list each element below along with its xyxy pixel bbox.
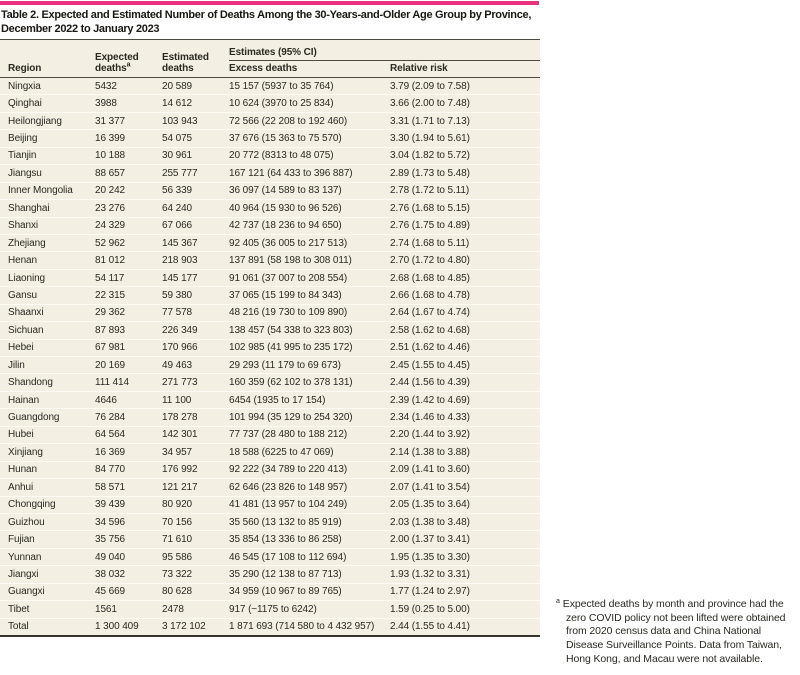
relative-risk-cell: 1.93 (1.32 to 3.31)	[390, 566, 540, 583]
table-row	[0, 426, 540, 443]
excess-deaths-cell: 41 481 (13 957 to 104 249)	[229, 496, 390, 513]
excess-deaths-cell: 167 121 (64 433 to 396 887)	[229, 165, 390, 182]
relative-risk-cell: 3.30 (1.94 to 5.61)	[390, 130, 540, 147]
table-row	[0, 182, 540, 199]
expected-deaths-cell: 16 369	[95, 444, 162, 461]
table-row	[0, 513, 540, 530]
excess-deaths-cell: 160 359 (62 102 to 378 131)	[229, 374, 390, 391]
region-cell: Sichuan	[0, 322, 95, 339]
table-row	[0, 339, 540, 356]
expected-deaths-cell: 49 040	[95, 548, 162, 565]
region-cell: Zhejiang	[0, 234, 95, 251]
region-cell: Guangxi	[0, 583, 95, 600]
region-cell: Shaanxi	[0, 304, 95, 321]
region-cell: Chongqing	[0, 496, 95, 513]
expected-deaths-cell: 81 012	[95, 252, 162, 269]
table-row	[0, 461, 540, 478]
estimated-deaths-cell: 3 172 102	[162, 618, 229, 636]
table-row	[0, 357, 540, 374]
region-cell: Xinjiang	[0, 444, 95, 461]
estimated-deaths-cell: 11 100	[162, 391, 229, 408]
region-cell: Shandong	[0, 374, 95, 391]
expected-deaths-cell: 23 276	[95, 200, 162, 217]
table-row	[0, 322, 540, 339]
estimated-deaths-cell: 176 992	[162, 461, 229, 478]
region-cell: Hubei	[0, 426, 95, 443]
estimated-deaths-cell: 145 177	[162, 269, 229, 286]
relative-risk-cell: 3.04 (1.82 to 5.72)	[390, 147, 540, 164]
estimated-deaths-cell: 71 610	[162, 531, 229, 548]
excess-deaths-cell: 101 994 (35 129 to 254 320)	[229, 409, 390, 426]
excess-deaths-cell: 42 737 (18 236 to 94 650)	[229, 217, 390, 234]
relative-risk-cell: 2.66 (1.68 to 4.78)	[390, 287, 540, 304]
excess-deaths-cell: 137 891 (58 198 to 308 011)	[229, 252, 390, 269]
column-header-estimated-deaths: Estimated deaths	[162, 40, 229, 78]
excess-deaths-cell: 37 676 (15 363 to 75 570)	[229, 130, 390, 147]
excess-deaths-cell: 15 157 (5937 to 35 764)	[229, 78, 390, 95]
excess-deaths-cell: 48 216 (19 730 to 109 890)	[229, 304, 390, 321]
region-cell: Fujian	[0, 531, 95, 548]
expected-deaths-cell: 24 329	[95, 217, 162, 234]
expected-deaths-cell: 58 571	[95, 479, 162, 496]
table-row	[0, 95, 540, 112]
relative-risk-cell: 2.78 (1.72 to 5.11)	[390, 182, 540, 199]
table-row	[0, 269, 540, 286]
spanner-row	[0, 40, 540, 61]
excess-deaths-cell: 37 065 (15 199 to 84 343)	[229, 287, 390, 304]
expected-deaths-cell: 31 377	[95, 112, 162, 129]
excess-deaths-cell: 29 293 (11 179 to 69 673)	[229, 357, 390, 374]
region-cell: Henan	[0, 252, 95, 269]
relative-risk-cell: 3.79 (2.09 to 7.58)	[390, 78, 540, 95]
region-cell: Total	[0, 618, 95, 636]
table-row	[0, 479, 540, 496]
expected-deaths-cell: 29 362	[95, 304, 162, 321]
estimated-deaths-cell: 80 628	[162, 583, 229, 600]
relative-risk-cell: 2.07 (1.41 to 3.54)	[390, 479, 540, 496]
table-title: Table 2. Expected and Estimated Number of Deaths Among the 30-Years-and-Older Age Group by Province, December 2022 to January 2023	[1, 9, 532, 35]
estimated-deaths-cell: 226 349	[162, 322, 229, 339]
table-row	[0, 444, 540, 461]
table-row	[0, 531, 540, 548]
estimated-deaths-cell: 142 301	[162, 426, 229, 443]
column-header-expected-deaths	[95, 40, 162, 78]
table-row	[0, 147, 540, 164]
table-row	[0, 165, 540, 182]
footnote-marker: a	[556, 597, 560, 605]
expected-deaths-cell: 54 117	[95, 269, 162, 286]
expected-deaths-cell: 39 439	[95, 496, 162, 513]
estimated-deaths-cell: 95 586	[162, 548, 229, 565]
estimated-deaths-cell: 64 240	[162, 200, 229, 217]
region-cell: Jiangsu	[0, 165, 95, 182]
region-cell: Qinghai	[0, 95, 95, 112]
region-cell: Ningxia	[0, 78, 95, 95]
estimated-deaths-cell: 103 943	[162, 112, 229, 129]
estimated-deaths-cell: 14 612	[162, 95, 229, 112]
expected-deaths-cell: 84 770	[95, 461, 162, 478]
excess-deaths-cell: 91 061 (37 007 to 208 554)	[229, 269, 390, 286]
region-cell: Hunan	[0, 461, 95, 478]
region-cell: Hebei	[0, 339, 95, 356]
relative-risk-cell: 2.64 (1.67 to 4.74)	[390, 304, 540, 321]
footnote	[556, 598, 796, 667]
relative-risk-cell: 2.34 (1.46 to 4.33)	[390, 409, 540, 426]
relative-risk-cell: 2.68 (1.68 to 4.85)	[390, 269, 540, 286]
relative-risk-cell: 2.45 (1.55 to 4.45)	[390, 357, 540, 374]
table-row	[0, 583, 540, 600]
total-row	[0, 618, 540, 636]
excess-deaths-cell: 62 646 (23 826 to 148 957)	[229, 479, 390, 496]
excess-deaths-cell: 34 959 (10 967 to 89 765)	[229, 583, 390, 600]
region-cell: Inner Mongolia	[0, 182, 95, 199]
table-row	[0, 548, 540, 565]
excess-deaths-cell: 92 222 (34 789 to 220 413)	[229, 461, 390, 478]
relative-risk-cell: 2.76 (1.75 to 4.89)	[390, 217, 540, 234]
estimated-deaths-cell: 77 578	[162, 304, 229, 321]
estimated-deaths-cell: 67 066	[162, 217, 229, 234]
estimated-deaths-cell: 70 156	[162, 513, 229, 530]
region-cell: Gansu	[0, 287, 95, 304]
excess-deaths-cell: 46 545 (17 108 to 112 694)	[229, 548, 390, 565]
excess-deaths-cell: 138 457 (54 338 to 323 803)	[229, 322, 390, 339]
table-row	[0, 566, 540, 583]
expected-deaths-cell: 52 962	[95, 234, 162, 251]
relative-risk-cell: 2.03 (1.38 to 3.48)	[390, 513, 540, 530]
relative-risk-cell: 2.14 (1.38 to 3.88)	[390, 444, 540, 461]
footnote-text: Expected deaths by month and province had the zero COVID policy not been lifted were obtained from 2020 census data and China National Disease Surveillance Points. Data from Taiwan, Hong Kong, and Macau were not available.	[562, 598, 786, 665]
relative-risk-cell: 2.44 (1.55 to 4.41)	[390, 618, 540, 636]
region-cell: Tibet	[0, 601, 95, 618]
excess-deaths-cell: 36 097 (14 589 to 83 137)	[229, 182, 390, 199]
table-row	[0, 112, 540, 129]
expected-deaths-cell: 67 981	[95, 339, 162, 356]
table-row	[0, 601, 540, 618]
column-header-region: Region	[0, 40, 95, 78]
relative-risk-cell: 2.00 (1.37 to 3.41)	[390, 531, 540, 548]
table-body	[0, 78, 540, 637]
relative-risk-cell: 1.77 (1.24 to 2.97)	[390, 583, 540, 600]
region-cell: Shanghai	[0, 200, 95, 217]
column-header-relative-risk: Relative risk	[390, 61, 540, 78]
region-cell: Jilin	[0, 357, 95, 374]
table-row	[0, 217, 540, 234]
estimated-deaths-cell: 20 589	[162, 78, 229, 95]
region-cell: Guizhou	[0, 513, 95, 530]
relative-risk-cell: 2.70 (1.72 to 4.80)	[390, 252, 540, 269]
table-container	[0, 39, 540, 637]
excess-deaths-cell: 92 405 (36 005 to 217 513)	[229, 234, 390, 251]
excess-deaths-cell: 917 (−1175 to 6242)	[229, 601, 390, 618]
expected-deaths-cell: 3988	[95, 95, 162, 112]
estimated-deaths-cell: 145 367	[162, 234, 229, 251]
estimated-deaths-cell: 2478	[162, 601, 229, 618]
excess-deaths-cell: 102 985 (41 995 to 235 172)	[229, 339, 390, 356]
table-row	[0, 200, 540, 217]
estimated-deaths-cell: 34 957	[162, 444, 229, 461]
region-cell: Guangdong	[0, 409, 95, 426]
column-header-estimates-ci: Estimates (95% CI)	[229, 40, 540, 61]
expected-deaths-cell: 76 284	[95, 409, 162, 426]
table-row	[0, 252, 540, 269]
accent-bar	[0, 1, 539, 5]
relative-risk-cell: 2.09 (1.41 to 3.60)	[390, 461, 540, 478]
excess-deaths-cell: 1 871 693 (714 580 to 4 432 957)	[229, 618, 390, 636]
expected-deaths-cell: 34 596	[95, 513, 162, 530]
region-cell: Hainan	[0, 391, 95, 408]
region-cell: Beijing	[0, 130, 95, 147]
region-cell: Tianjin	[0, 147, 95, 164]
expected-deaths-cell: 5432	[95, 78, 162, 95]
table-row	[0, 130, 540, 147]
relative-risk-cell: 2.20 (1.44 to 3.92)	[390, 426, 540, 443]
relative-risk-cell: 2.58 (1.62 to 4.68)	[390, 322, 540, 339]
expected-deaths-cell: 45 669	[95, 583, 162, 600]
expected-deaths-cell: 20 242	[95, 182, 162, 199]
table-row	[0, 496, 540, 513]
table-row	[0, 304, 540, 321]
excess-deaths-cell: 77 737 (28 480 to 188 212)	[229, 426, 390, 443]
table-header	[0, 40, 540, 78]
expected-deaths-cell: 16 399	[95, 130, 162, 147]
excess-deaths-cell: 10 624 (3970 to 25 834)	[229, 95, 390, 112]
estimated-deaths-cell: 178 278	[162, 409, 229, 426]
table-row	[0, 374, 540, 391]
table-row	[0, 78, 540, 95]
region-cell: Liaoning	[0, 269, 95, 286]
column-header-expected-label: Expected deaths	[95, 52, 139, 74]
relative-risk-cell: 2.39 (1.42 to 4.69)	[390, 391, 540, 408]
estimated-deaths-cell: 255 777	[162, 165, 229, 182]
estimated-deaths-cell: 73 322	[162, 566, 229, 583]
relative-risk-cell: 1.59 (0.25 to 5.00)	[390, 601, 540, 618]
expected-deaths-cell: 38 032	[95, 566, 162, 583]
region-cell: Heilongjiang	[0, 112, 95, 129]
expected-deaths-cell: 35 756	[95, 531, 162, 548]
relative-risk-cell: 2.89 (1.73 to 5.48)	[390, 165, 540, 182]
column-header-excess-deaths: Excess deaths	[229, 61, 390, 78]
region-cell: Shanxi	[0, 217, 95, 234]
relative-risk-cell: 1.95 (1.35 to 3.30)	[390, 548, 540, 565]
expected-deaths-cell: 64 564	[95, 426, 162, 443]
excess-deaths-cell: 35 560 (13 132 to 85 919)	[229, 513, 390, 530]
excess-deaths-cell: 18 588 (6225 to 47 069)	[229, 444, 390, 461]
estimated-deaths-cell: 54 075	[162, 130, 229, 147]
excess-deaths-cell: 40 964 (15 930 to 96 526)	[229, 200, 390, 217]
excess-deaths-cell: 6454 (1935 to 17 154)	[229, 391, 390, 408]
relative-risk-cell: 2.74 (1.68 to 5.11)	[390, 234, 540, 251]
expected-deaths-cell: 10 188	[95, 147, 162, 164]
estimated-deaths-cell: 121 217	[162, 479, 229, 496]
estimated-deaths-cell: 80 920	[162, 496, 229, 513]
estimated-deaths-cell: 59 380	[162, 287, 229, 304]
estimated-deaths-cell: 30 961	[162, 147, 229, 164]
table-row	[0, 391, 540, 408]
estimated-deaths-cell: 56 339	[162, 182, 229, 199]
expected-deaths-cell: 1 300 409	[95, 618, 162, 636]
estimated-deaths-cell: 170 966	[162, 339, 229, 356]
relative-risk-cell: 3.31 (1.71 to 7.13)	[390, 112, 540, 129]
relative-risk-cell: 2.76 (1.68 to 5.15)	[390, 200, 540, 217]
expected-deaths-cell: 111 414	[95, 374, 162, 391]
deaths-table	[0, 39, 540, 637]
estimated-deaths-cell: 271 773	[162, 374, 229, 391]
relative-risk-cell: 2.44 (1.56 to 4.39)	[390, 374, 540, 391]
footnote-marker-superscript: a	[126, 61, 131, 69]
excess-deaths-cell: 72 566 (22 208 to 192 460)	[229, 112, 390, 129]
excess-deaths-cell: 35 290 (12 138 to 87 713)	[229, 566, 390, 583]
expected-deaths-cell: 4646	[95, 391, 162, 408]
table-row	[0, 287, 540, 304]
table-row	[0, 409, 540, 426]
estimated-deaths-cell: 49 463	[162, 357, 229, 374]
relative-risk-cell: 3.66 (2.00 to 7.48)	[390, 95, 540, 112]
table-row	[0, 234, 540, 251]
expected-deaths-cell: 88 657	[95, 165, 162, 182]
expected-deaths-cell: 20 169	[95, 357, 162, 374]
relative-risk-cell: 2.05 (1.35 to 3.64)	[390, 496, 540, 513]
expected-deaths-cell: 22 315	[95, 287, 162, 304]
region-cell: Anhui	[0, 479, 95, 496]
estimated-deaths-cell: 218 903	[162, 252, 229, 269]
relative-risk-cell: 2.51 (1.62 to 4.46)	[390, 339, 540, 356]
expected-deaths-cell: 1561	[95, 601, 162, 618]
expected-deaths-cell: 87 893	[95, 322, 162, 339]
excess-deaths-cell: 20 772 (8313 to 48 075)	[229, 147, 390, 164]
region-cell: Yunnan	[0, 548, 95, 565]
excess-deaths-cell: 35 854 (13 336 to 86 258)	[229, 531, 390, 548]
region-cell: Jiangxi	[0, 566, 95, 583]
